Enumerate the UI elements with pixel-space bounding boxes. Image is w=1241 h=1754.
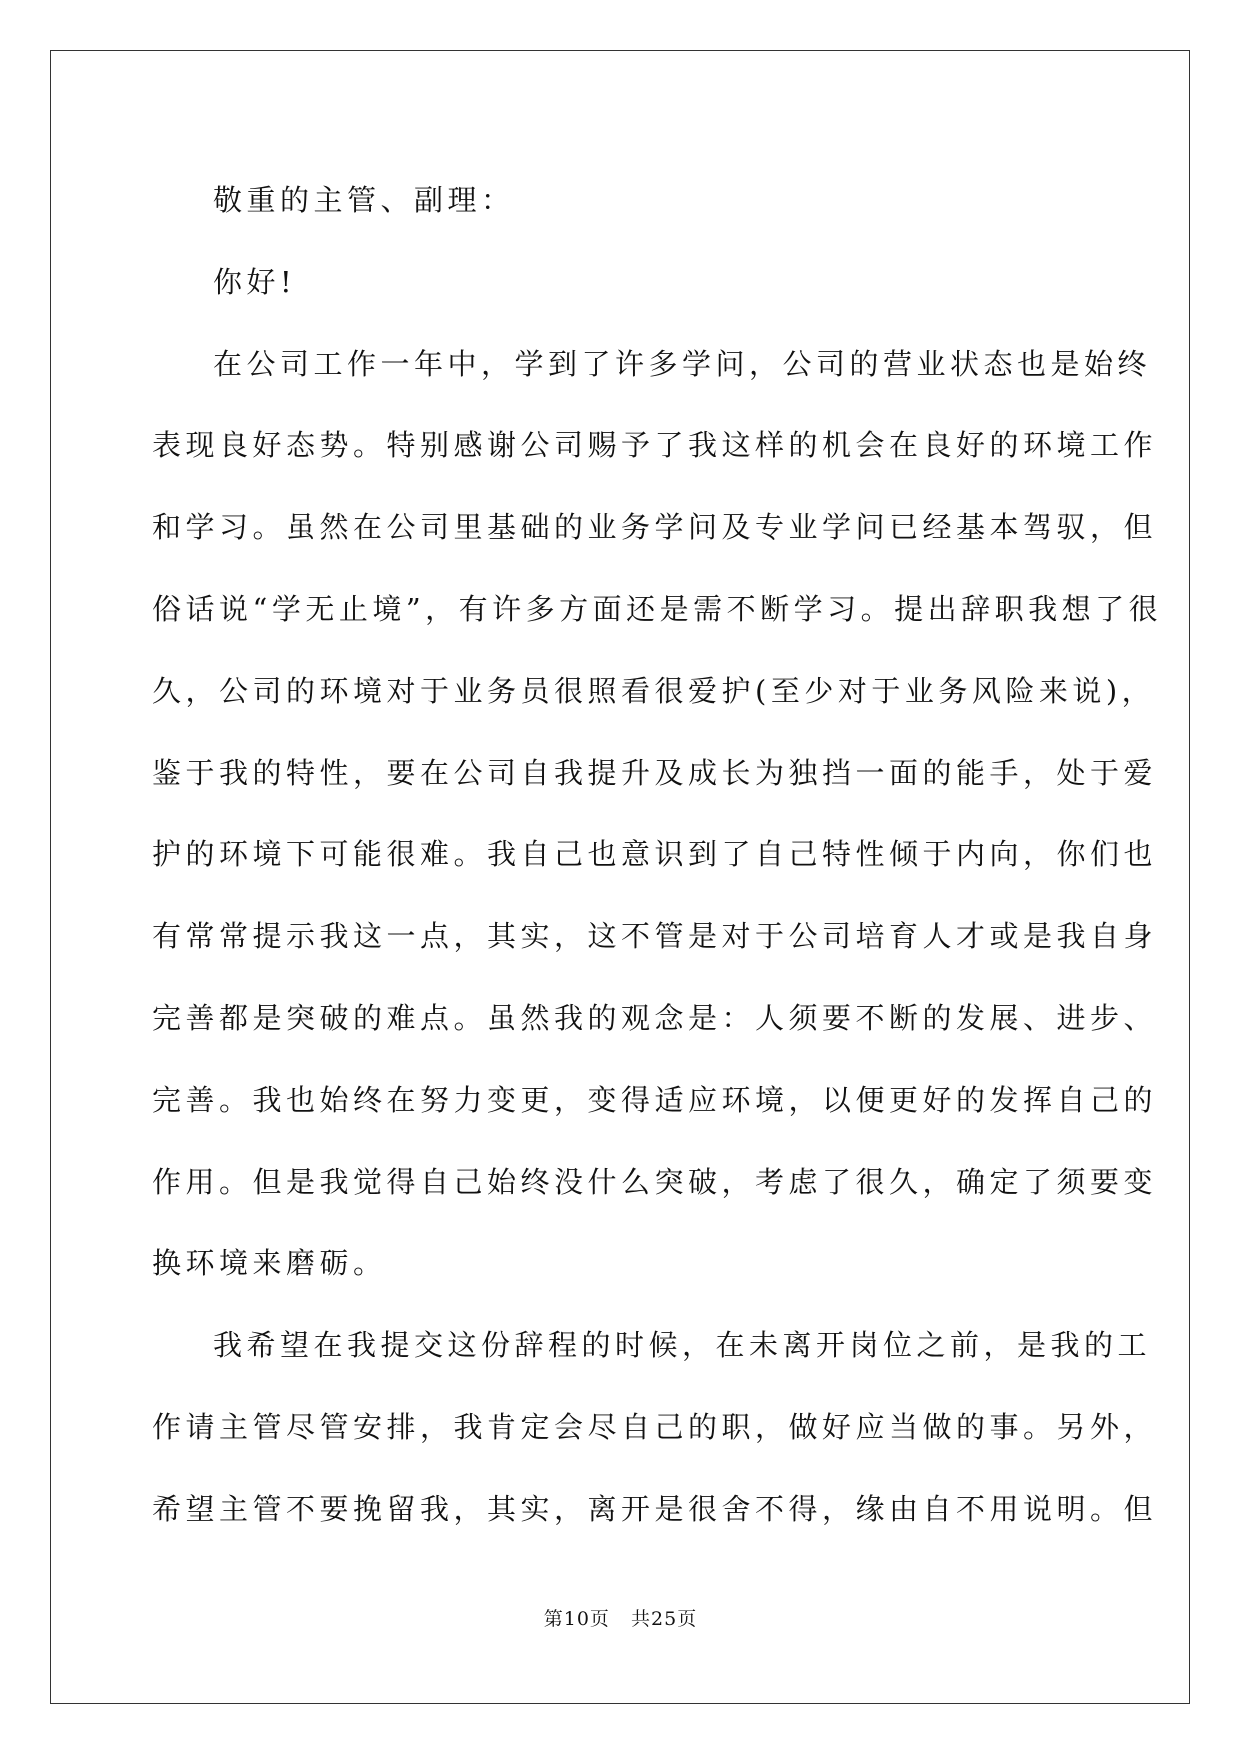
salutation-text: 你好!: [213, 264, 297, 299]
paragraph-1-line: 作用。但是我觉得自己始终没什么突破，考虑了很久，确定了须要变: [152, 1164, 1158, 1199]
paragraph-1-line: 完善。我也始终在努力变更，变得适应环境，以便更好的发挥自己的: [152, 1082, 1158, 1117]
paragraph-1-line: 在公司工作一年中，学到了许多学问，公司的营业状态也是始终: [213, 346, 1152, 381]
paragraph-1-line: 和学习。虽然在公司里基础的业务学问及专业学问已经基本驾驭，但: [152, 510, 1158, 545]
greeting-text: 敬重的主管、副理：: [213, 183, 515, 217]
paragraph-2-line: 希望主管不要挽留我，其实，离开是很舍不得，缘由自不用说明。但: [152, 1491, 1158, 1526]
paragraph-1-line: 俗话说“学无止境”，有许多方面还是需不断学习。提出辞职我想了很: [152, 591, 1163, 626]
paragraph-1-line: 换环境来磨砺。: [152, 1246, 387, 1281]
paragraph-2-line: 作请主管尽管安排，我肯定会尽自己的职，做好应当做的事。另外，: [152, 1409, 1158, 1444]
paragraph-1-line: 表现良好态势。特别感谢公司赐予了我这样的机会在良好的环境工作: [152, 428, 1158, 463]
paragraph-1-line: 有常常提示我这一点，其实，这不管是对于公司培育人才或是我自身: [152, 919, 1158, 954]
salutation-line: [152, 242, 1092, 324]
page-number-footer: 第10页 共25页: [543, 1608, 698, 1630]
paragraph-1-line: 久，公司的环境对于业务员很照看很爱护(至少对于业务风险来说)，: [152, 673, 1156, 708]
greeting-line: [152, 160, 1092, 242]
paragraph-1-line: 鉴于我的特性，要在公司自我提升及成长为独挡一面的能手，处于爱: [152, 755, 1158, 790]
paragraph-2: [152, 1305, 1158, 1550]
paragraph-2-line: 我希望在我提交这份辞程的时候，在未离开岗位之前，是我的工: [213, 1328, 1152, 1363]
document-body: [152, 160, 1163, 1551]
paragraph-1-line: 护的环境下可能很难。我自己也意识到了自己特性倾于内向，你们也: [152, 837, 1158, 872]
paragraph-1: [152, 324, 1163, 1306]
paragraph-1-line: 完善都是突破的难点。虽然我的观念是：人须要不断的发展、进步、: [152, 1000, 1158, 1035]
